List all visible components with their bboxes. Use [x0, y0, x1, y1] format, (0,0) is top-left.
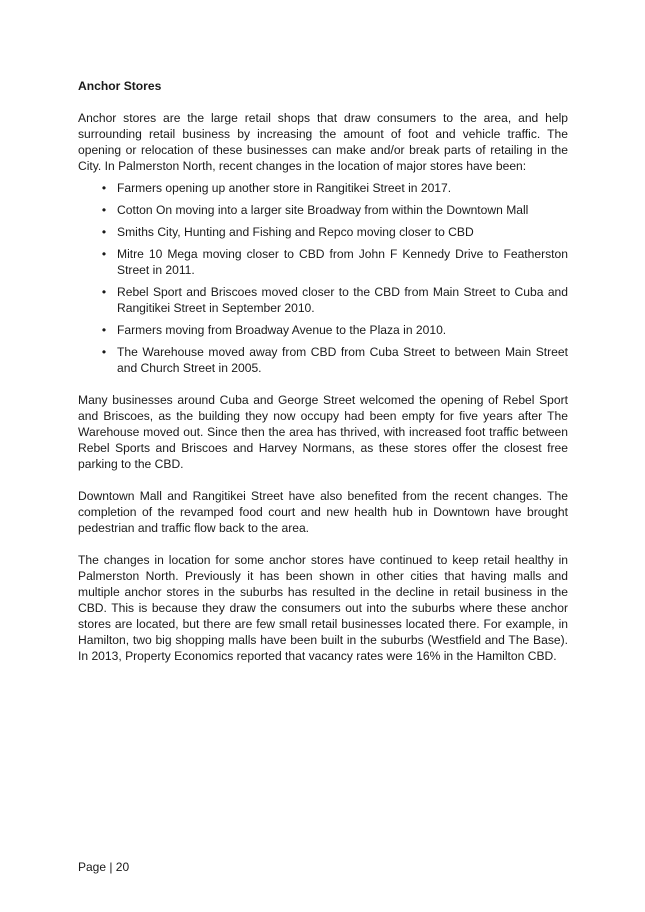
bullet-icon: • [101, 181, 107, 195]
page-content [78, 78, 568, 680]
body-paragraph: Downtown Mall and Rangitikei Street have also benefited from the recent changes. The completion of the revamped food court and new health hub in Downtown have brought pedestrian and traffic flow back to the area. [78, 489, 568, 535]
list-item-text: Smiths City, Hunting and Fishing and Repco moving closer to CBD [117, 225, 474, 239]
page-number-footer: Page | 20 [78, 860, 130, 874]
body-paragraph: Many businesses around Cuba and George Street welcomed the opening of Rebel Sport and Briscoes, as the building they now occupy had been empty for five years after The Warehouse moved out. Since then the area has thrived, with increased foot traffic between Rebel Sports and Briscoes and Harvey Normans, as these stores offer the closest free parking to the CBD. [78, 393, 568, 471]
bullet-icon: • [101, 285, 107, 299]
list-item-text: Farmers moving from Broadway Avenue to the Plaza in 2010. [117, 323, 447, 337]
list-item-text: Rebel Sport and Briscoes moved closer to the CBD from Main Street to Cuba and Rangitikei Street in September 2010. [117, 285, 568, 315]
bullet-icon: • [101, 203, 107, 217]
intro-paragraph: Anchor stores are the large retail shops that draw consumers to the area, and help surrounding retail business by increasing the amount of foot and vehicle traffic. The opening or relocation of these businesses can make and/or break parts of retailing in the City. In Palmerston North, recent changes in the location of major stores have been: [78, 111, 568, 173]
list-item-text: Cotton On moving into a larger site Broadway from within the Downtown Mall [117, 203, 529, 217]
list-item [78, 180, 568, 196]
list-item [78, 246, 568, 278]
bullet-icon: • [101, 323, 107, 337]
bullet-icon: • [101, 225, 107, 239]
body-paragraph: The changes in location for some anchor stores have continued to keep retail healthy in Palmerston North. Previously it has been shown in other cities that having malls and multiple anchor stores in the suburbs has resulted in the decline in retail business in the CBD. This is because they draw the consumers out into the suburbs where these anchor stores are located, but there are few small retail businesses located there. For example, in Hamilton, two big shopping malls have been built in the suburbs (Westfield and The Base). In 2013, Property Economics reported that vacancy rates were 16% in the Hamilton CBD. [78, 553, 568, 663]
list-item [78, 202, 568, 218]
list-item-text: Farmers opening up another store in Rangitikei Street in 2017. [117, 181, 452, 195]
bullet-icon: • [101, 345, 107, 359]
list-item [78, 344, 568, 376]
section-heading: Anchor Stores [78, 79, 162, 93]
list-item-text: Mitre 10 Mega moving closer to CBD from John F Kennedy Drive to Featherston Street in 2011. [117, 247, 568, 277]
list-item [78, 224, 568, 240]
list-item [78, 322, 568, 338]
anchor-store-changes-list [78, 180, 568, 376]
list-item-text: The Warehouse moved away from CBD from Cuba Street to between Main Street and Church Street in 2005. [117, 345, 568, 375]
list-item [78, 284, 568, 316]
bullet-icon: • [101, 247, 107, 261]
